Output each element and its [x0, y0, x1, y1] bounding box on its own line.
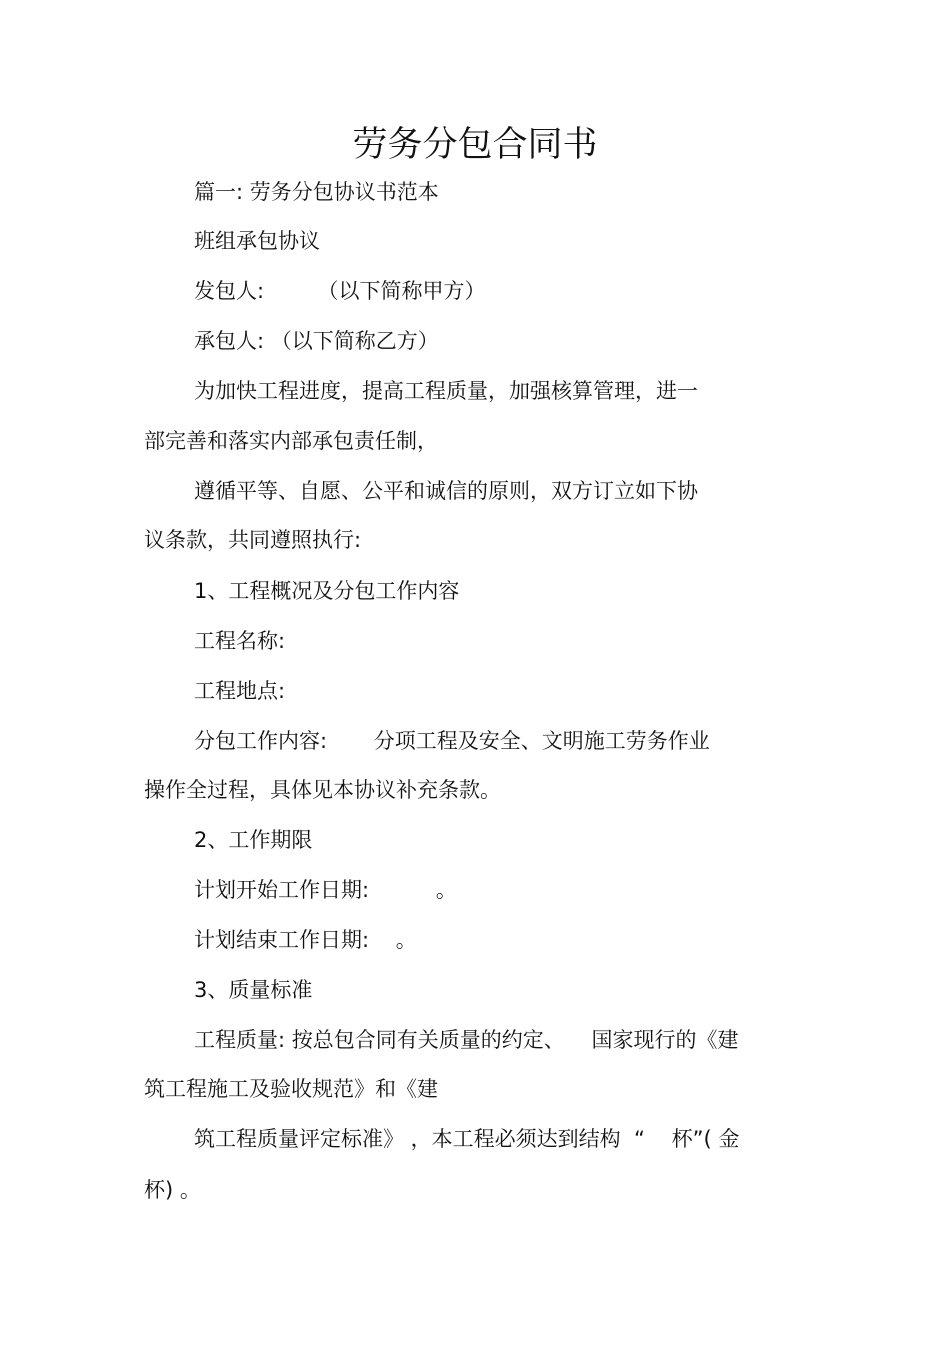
paragraph-line: 分包工作内容: 分项工程及安全、文明施工劳务作业	[194, 729, 710, 753]
section-heading: 1、工程概况及分包工作内容	[194, 579, 460, 603]
section-heading: 2、工作期限	[194, 828, 313, 852]
section-heading: 篇一: 劳务分包协议书范本	[194, 180, 439, 204]
paragraph-line: 操作全过程，具体见本协议补充条款。	[144, 778, 501, 802]
paragraph-line: 承包人: （以下简称乙方）	[194, 329, 439, 353]
paragraph-line: 议条款，共同遵照执行:	[144, 528, 362, 552]
paragraph-line: 杯) 。	[144, 1178, 201, 1202]
paragraph-line: 工程名称:	[194, 629, 286, 653]
paragraph-line: 计划开始工作日期: 。	[194, 878, 457, 902]
document-title: 劳务分包合同书	[352, 125, 598, 165]
paragraph-line: 工程地点:	[194, 679, 286, 703]
paragraph-line: 筑工程质量评定标准》 ，本工程必须达到结构 “ 杯”( 金	[194, 1127, 740, 1151]
paragraph-line: 部完善和落实内部承包责任制，	[144, 429, 438, 453]
paragraph-line: 筑工程施工及验收规范》和《建	[144, 1077, 438, 1101]
section-heading: 3、质量标准	[194, 978, 313, 1002]
paragraph-line: 发包人: （以下简称甲方）	[194, 279, 486, 303]
paragraph-line: 遵循平等、自愿、公平和诚信的原则，双方订立如下协	[194, 479, 698, 503]
paragraph-line: 为加快工程进度，提高工程质量，加强核算管理，进一	[194, 379, 698, 403]
paragraph-line: 计划结束工作日期: 。	[194, 928, 417, 952]
paragraph-line: 工程质量: 按总包合同有关质量的约定、 国家现行的《建	[194, 1028, 739, 1052]
paragraph-line: 班组承包协议	[194, 229, 320, 253]
